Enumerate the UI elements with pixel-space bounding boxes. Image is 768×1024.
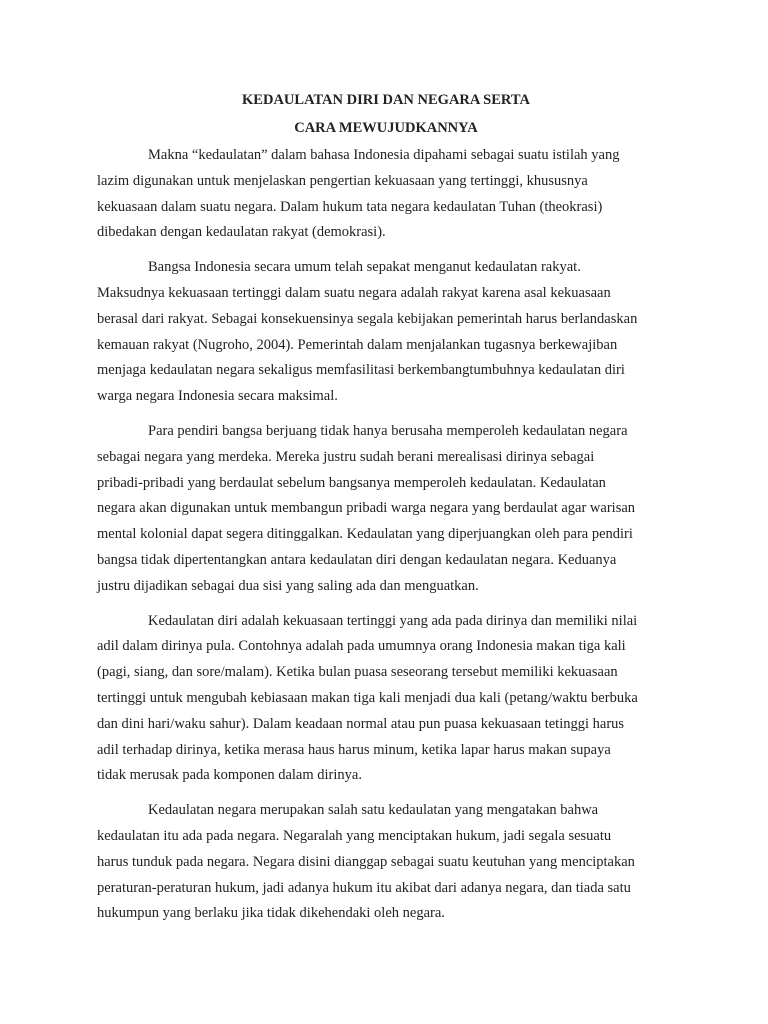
paragraph-line: dibedakan dengan kedaulatan rakyat (demokrasi). [97,224,386,241]
document-body [97,143,675,927]
paragraph-line: Bangsa Indonesia secara umum telah sepakat menganut kedaulatan rakyat. [148,259,581,276]
paragraph-line: kedaulatan itu ada pada negara. Negaralah yang menciptakan hukum, jadi segala sesuatu [97,827,612,844]
paragraph-line: hukumpun yang berlaku jika tidak dikehendaki oleh negara. [97,905,445,922]
paragraph-line: adil dalam dirinya pula. Contohnya adalah pada umumnya orang Indonesia makan tiga kali [97,638,626,655]
paragraph [97,609,675,790]
paragraph-line: Maksudnya kekuasaan tertinggi dalam suatu negara adalah rakyat karena asal kekuasaan [97,284,611,301]
paragraph [97,255,675,410]
paragraph-line: sebagai negara yang merdeka. Mereka justru sudah berani merealisasi dirinya sebagai [97,448,595,465]
paragraph-line: mental kolonial dapat segera ditinggalkan. Kedaulatan yang diperjuangkan oleh para pendiri [97,526,633,543]
title-line-2: CARA MEWUJUDKANNYA [294,120,478,136]
paragraph-line: menjaga kedaulatan negara sekaligus memfasilitasi berkembangtumbuhnya kedaulatan diri [97,362,625,379]
paragraph-line: kemauan rakyat (Nugroho, 2004). Pemerintah dalam menjalankan tugasnya berkewajiban [97,336,618,353]
paragraph-line: Makna “kedaulatan” dalam bahasa Indonesia dipahami sebagai suatu istilah yang [148,147,620,163]
paragraph-line: peraturan-peraturan hukum, jadi adanya hukum itu akibat dari adanya negara, dan tiada satu [97,879,631,896]
paragraph-line: Para pendiri bangsa berjuang tidak hanya berusaha memperoleh kedaulatan negara [148,422,628,439]
document-title [97,86,675,142]
paragraph-line: (pagi, siang, dan sore/malam). Ketika bulan puasa seseorang tersebut memiliki kekuasaan [97,664,618,681]
paragraph-line: berasal dari rakyat. Sebagai konsekuensinya segala kebijakan pemerintah harus berlandaskan [97,310,638,327]
paragraph-line: lazim digunakan untuk menjelaskan pengertian kekuasaan yang tertinggi, khususnya [97,172,588,189]
paragraph-line: warga negara Indonesia secara maksimal. [97,388,338,405]
paragraph-line: dan dini hari/waku sahur). Dalam keadaan normal atau pun puasa kekuasaan tetinggi harus [97,715,625,732]
title-line-1: KEDAULATAN DIRI DAN NEGARA SERTA [242,92,530,108]
paragraph [97,419,675,600]
paragraph-line: pribadi-pribadi yang berdaulat sebelum bangsanya memperoleh kedaulatan. Kedaulatan [97,474,606,491]
paragraph-line: tertinggi untuk mengubah kebiasaan makan tiga kali menjadi dua kali (petang/waktu berbuka [97,689,638,706]
paragraph-line: Kedaulatan negara merupakan salah satu kedaulatan yang mengatakan bahwa [148,802,599,819]
paragraph-line: tidak merusak pada komponen dalam dirinya. [97,767,362,784]
paragraph-line: Kedaulatan diri adalah kekuasaan tertinggi yang ada pada dirinya dan memiliki nilai [148,612,638,629]
document-page [97,86,675,927]
paragraph [97,143,675,246]
paragraph-line: bangsa tidak dipertentangkan antara kedaulatan diri dengan kedaulatan negara. Keduanya [97,551,617,568]
paragraph-line: negara akan digunakan untuk membangun pribadi warga negara yang berdaulat agar warisan [97,500,636,517]
paragraph-line: adil terhadap dirinya, ketika merasa haus harus minum, ketika lapar harus makan supaya [97,741,611,758]
paragraph-line: harus tunduk pada negara. Negara disini dianggap sebagai suatu keutuhan yang menciptakan [97,853,635,870]
paragraph-line: justru dijadikan sebagai dua sisi yang saling ada dan menguatkan. [97,577,479,594]
paragraph-line: kekuasaan dalam suatu negara. Dalam hukum tata negara kedaulatan Tuhan (theokrasi) [97,198,603,215]
paragraph [97,798,675,927]
